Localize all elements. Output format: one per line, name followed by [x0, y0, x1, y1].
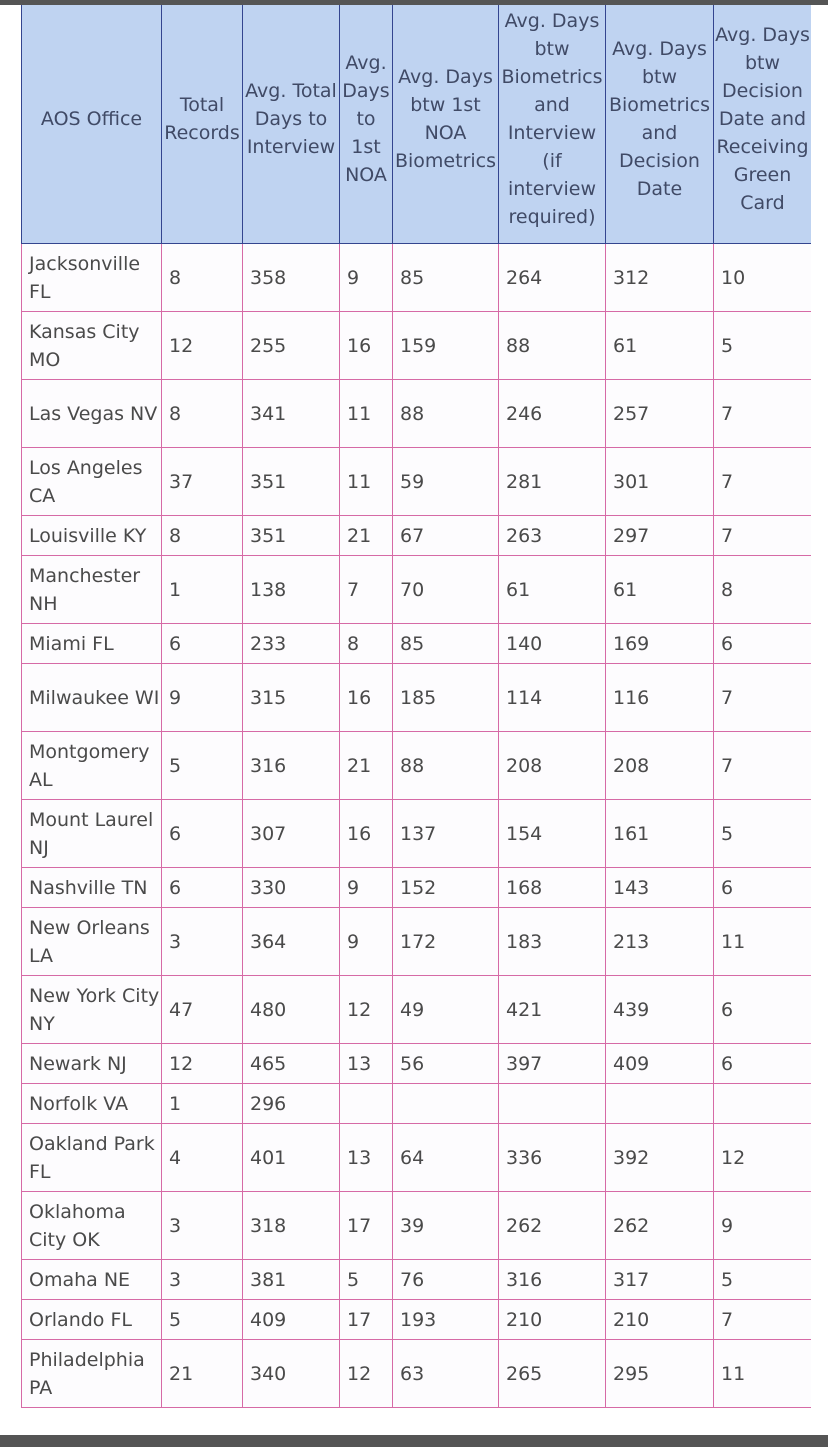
value-cell: 210	[499, 1300, 606, 1340]
value-cell: 11	[340, 448, 393, 516]
value-cell: 8	[714, 556, 812, 624]
office-name-cell: Norfolk VA	[22, 1084, 162, 1124]
value-cell: 88	[499, 312, 606, 380]
office-name-cell: Jacksonville FL	[22, 244, 162, 312]
value-cell: 88	[393, 732, 499, 800]
value-cell: 3	[162, 1260, 243, 1300]
value-cell: 340	[243, 1340, 340, 1408]
column-header: AOS Office	[22, 5, 162, 244]
office-name-cell: New York City NY	[22, 976, 162, 1044]
table-row	[22, 664, 812, 732]
value-cell: 381	[243, 1260, 340, 1300]
value-cell: 183	[499, 908, 606, 976]
value-cell: 6	[714, 1044, 812, 1084]
value-cell: 13	[340, 1044, 393, 1084]
value-cell: 9	[714, 1192, 812, 1260]
value-cell: 213	[606, 908, 714, 976]
value-cell: 17	[340, 1300, 393, 1340]
value-cell: 6	[162, 624, 243, 664]
value-cell: 6	[714, 868, 812, 908]
value-cell: 1	[162, 1084, 243, 1124]
value-cell: 21	[340, 732, 393, 800]
value-cell: 12	[162, 1044, 243, 1084]
value-cell: 7	[340, 556, 393, 624]
office-name-cell: Nashville TN	[22, 868, 162, 908]
value-cell	[606, 1084, 714, 1124]
office-name-cell: Las Vegas NV	[22, 380, 162, 448]
value-cell: 255	[243, 312, 340, 380]
office-name-cell: Milwaukee WI	[22, 664, 162, 732]
value-cell: 257	[606, 380, 714, 448]
value-cell: 6	[714, 976, 812, 1044]
value-cell: 208	[499, 732, 606, 800]
value-cell: 8	[162, 244, 243, 312]
value-cell: 61	[606, 556, 714, 624]
value-cell: 17	[340, 1192, 393, 1260]
value-cell: 16	[340, 664, 393, 732]
value-cell: 49	[393, 976, 499, 1044]
office-name-cell: Newark NJ	[22, 1044, 162, 1084]
value-cell: 61	[606, 312, 714, 380]
value-cell: 16	[340, 312, 393, 380]
value-cell: 341	[243, 380, 340, 448]
column-header: Avg. Days btw 1st NOA Biometrics	[393, 5, 499, 244]
value-cell: 12	[340, 976, 393, 1044]
table-row	[22, 868, 812, 908]
value-cell: 5	[162, 1300, 243, 1340]
value-cell: 11	[714, 1340, 812, 1408]
value-cell: 8	[340, 624, 393, 664]
value-cell: 70	[393, 556, 499, 624]
value-cell: 9	[340, 244, 393, 312]
value-cell: 317	[606, 1260, 714, 1300]
table-row	[22, 556, 812, 624]
value-cell: 301	[606, 448, 714, 516]
value-cell: 76	[393, 1260, 499, 1300]
value-cell	[340, 1084, 393, 1124]
column-header: Total Records	[162, 5, 243, 244]
value-cell: 392	[606, 1124, 714, 1192]
value-cell: 421	[499, 976, 606, 1044]
column-header: Avg. Days btw Biometrics and Interview (if interview required)	[499, 5, 606, 244]
table-row	[22, 312, 812, 380]
value-cell: 318	[243, 1192, 340, 1260]
value-cell: 21	[162, 1340, 243, 1408]
value-cell: 11	[340, 380, 393, 448]
table-row	[22, 448, 812, 516]
value-cell: 7	[714, 1300, 812, 1340]
value-cell: 7	[714, 380, 812, 448]
value-cell: 281	[499, 448, 606, 516]
value-cell: 6	[162, 868, 243, 908]
value-cell: 154	[499, 800, 606, 868]
column-header: Avg. Days to 1st NOA	[340, 5, 393, 244]
table-header-row	[22, 5, 812, 244]
table-row	[22, 1044, 812, 1084]
table-row	[22, 380, 812, 448]
value-cell: 88	[393, 380, 499, 448]
value-cell: 5	[714, 800, 812, 868]
office-name-cell: Louisville KY	[22, 516, 162, 556]
value-cell: 297	[606, 516, 714, 556]
value-cell: 172	[393, 908, 499, 976]
value-cell: 7	[714, 448, 812, 516]
table-row	[22, 800, 812, 868]
value-cell: 3	[162, 908, 243, 976]
value-cell: 397	[499, 1044, 606, 1084]
value-cell: 210	[606, 1300, 714, 1340]
value-cell: 351	[243, 516, 340, 556]
value-cell: 262	[499, 1192, 606, 1260]
office-name-cell: Kansas City MO	[22, 312, 162, 380]
aos-office-table	[21, 5, 811, 1408]
value-cell: 152	[393, 868, 499, 908]
office-name-cell: Omaha NE	[22, 1260, 162, 1300]
value-cell: 296	[243, 1084, 340, 1124]
value-cell: 246	[499, 380, 606, 448]
value-cell: 9	[340, 868, 393, 908]
value-cell: 465	[243, 1044, 340, 1084]
column-header: Avg. Days btw Decision Date and Receiving Green Card	[714, 5, 812, 244]
column-header: Avg. Days btw Biometrics and Decision Date	[606, 5, 714, 244]
value-cell: 16	[340, 800, 393, 868]
value-cell: 5	[714, 312, 812, 380]
value-cell	[393, 1084, 499, 1124]
office-name-cell: Miami FL	[22, 624, 162, 664]
value-cell: 64	[393, 1124, 499, 1192]
value-cell: 208	[606, 732, 714, 800]
value-cell: 168	[499, 868, 606, 908]
table-row	[22, 1192, 812, 1260]
value-cell: 7	[714, 732, 812, 800]
value-cell	[714, 1084, 812, 1124]
value-cell: 316	[243, 732, 340, 800]
value-cell: 330	[243, 868, 340, 908]
office-name-cell: Philadelphia PA	[22, 1340, 162, 1408]
value-cell: 263	[499, 516, 606, 556]
value-cell: 364	[243, 908, 340, 976]
office-name-cell: Manchester NH	[22, 556, 162, 624]
value-cell: 307	[243, 800, 340, 868]
value-cell: 8	[162, 380, 243, 448]
value-cell: 5	[714, 1260, 812, 1300]
office-name-cell: Oakland Park FL	[22, 1124, 162, 1192]
value-cell: 67	[393, 516, 499, 556]
value-cell: 61	[499, 556, 606, 624]
value-cell: 7	[714, 516, 812, 556]
value-cell: 13	[340, 1124, 393, 1192]
value-cell: 114	[499, 664, 606, 732]
value-cell: 140	[499, 624, 606, 664]
value-cell: 161	[606, 800, 714, 868]
value-cell: 169	[606, 624, 714, 664]
value-cell: 262	[606, 1192, 714, 1260]
table-row	[22, 1124, 812, 1192]
office-name-cell: Orlando FL	[22, 1300, 162, 1340]
value-cell: 5	[162, 732, 243, 800]
value-cell: 351	[243, 448, 340, 516]
office-name-cell: Los Angeles CA	[22, 448, 162, 516]
office-name-cell: Montgomery AL	[22, 732, 162, 800]
value-cell: 7	[714, 664, 812, 732]
value-cell: 6	[162, 800, 243, 868]
table-row	[22, 516, 812, 556]
value-cell: 315	[243, 664, 340, 732]
value-cell: 59	[393, 448, 499, 516]
value-cell: 336	[499, 1124, 606, 1192]
office-name-cell: Oklahoma City OK	[22, 1192, 162, 1260]
column-header: Avg. Total Days to Interview	[243, 5, 340, 244]
value-cell: 193	[393, 1300, 499, 1340]
value-cell: 143	[606, 868, 714, 908]
value-cell: 63	[393, 1340, 499, 1408]
value-cell: 480	[243, 976, 340, 1044]
table-row	[22, 624, 812, 664]
value-cell: 12	[714, 1124, 812, 1192]
value-cell: 295	[606, 1340, 714, 1408]
value-cell: 8	[162, 516, 243, 556]
table-row	[22, 1260, 812, 1300]
value-cell: 312	[606, 244, 714, 312]
office-name-cell: Mount Laurel NJ	[22, 800, 162, 868]
value-cell: 85	[393, 624, 499, 664]
table-row	[22, 1084, 812, 1124]
value-cell: 159	[393, 312, 499, 380]
table-row	[22, 244, 812, 312]
value-cell: 439	[606, 976, 714, 1044]
table-row	[22, 976, 812, 1044]
value-cell: 12	[340, 1340, 393, 1408]
value-cell: 1	[162, 556, 243, 624]
value-cell: 358	[243, 244, 340, 312]
value-cell: 264	[499, 244, 606, 312]
value-cell: 401	[243, 1124, 340, 1192]
bottom-bar	[0, 1435, 828, 1447]
value-cell: 47	[162, 976, 243, 1044]
aos-office-table-container[interactable]	[21, 5, 811, 1435]
table-row	[22, 1300, 812, 1340]
value-cell: 3	[162, 1192, 243, 1260]
value-cell: 12	[162, 312, 243, 380]
value-cell: 409	[243, 1300, 340, 1340]
value-cell: 39	[393, 1192, 499, 1260]
value-cell: 265	[499, 1340, 606, 1408]
value-cell: 21	[340, 516, 393, 556]
value-cell: 11	[714, 908, 812, 976]
value-cell: 185	[393, 664, 499, 732]
table-row	[22, 732, 812, 800]
value-cell: 10	[714, 244, 812, 312]
table-row	[22, 908, 812, 976]
table-row	[22, 1340, 812, 1408]
value-cell: 4	[162, 1124, 243, 1192]
value-cell: 316	[499, 1260, 606, 1300]
value-cell: 138	[243, 556, 340, 624]
value-cell: 56	[393, 1044, 499, 1084]
value-cell: 116	[606, 664, 714, 732]
value-cell: 9	[162, 664, 243, 732]
value-cell: 5	[340, 1260, 393, 1300]
value-cell: 233	[243, 624, 340, 664]
value-cell: 37	[162, 448, 243, 516]
value-cell: 9	[340, 908, 393, 976]
value-cell: 409	[606, 1044, 714, 1084]
table-body	[22, 244, 812, 1408]
value-cell: 6	[714, 624, 812, 664]
value-cell: 137	[393, 800, 499, 868]
value-cell	[499, 1084, 606, 1124]
value-cell: 85	[393, 244, 499, 312]
office-name-cell: New Orleans LA	[22, 908, 162, 976]
